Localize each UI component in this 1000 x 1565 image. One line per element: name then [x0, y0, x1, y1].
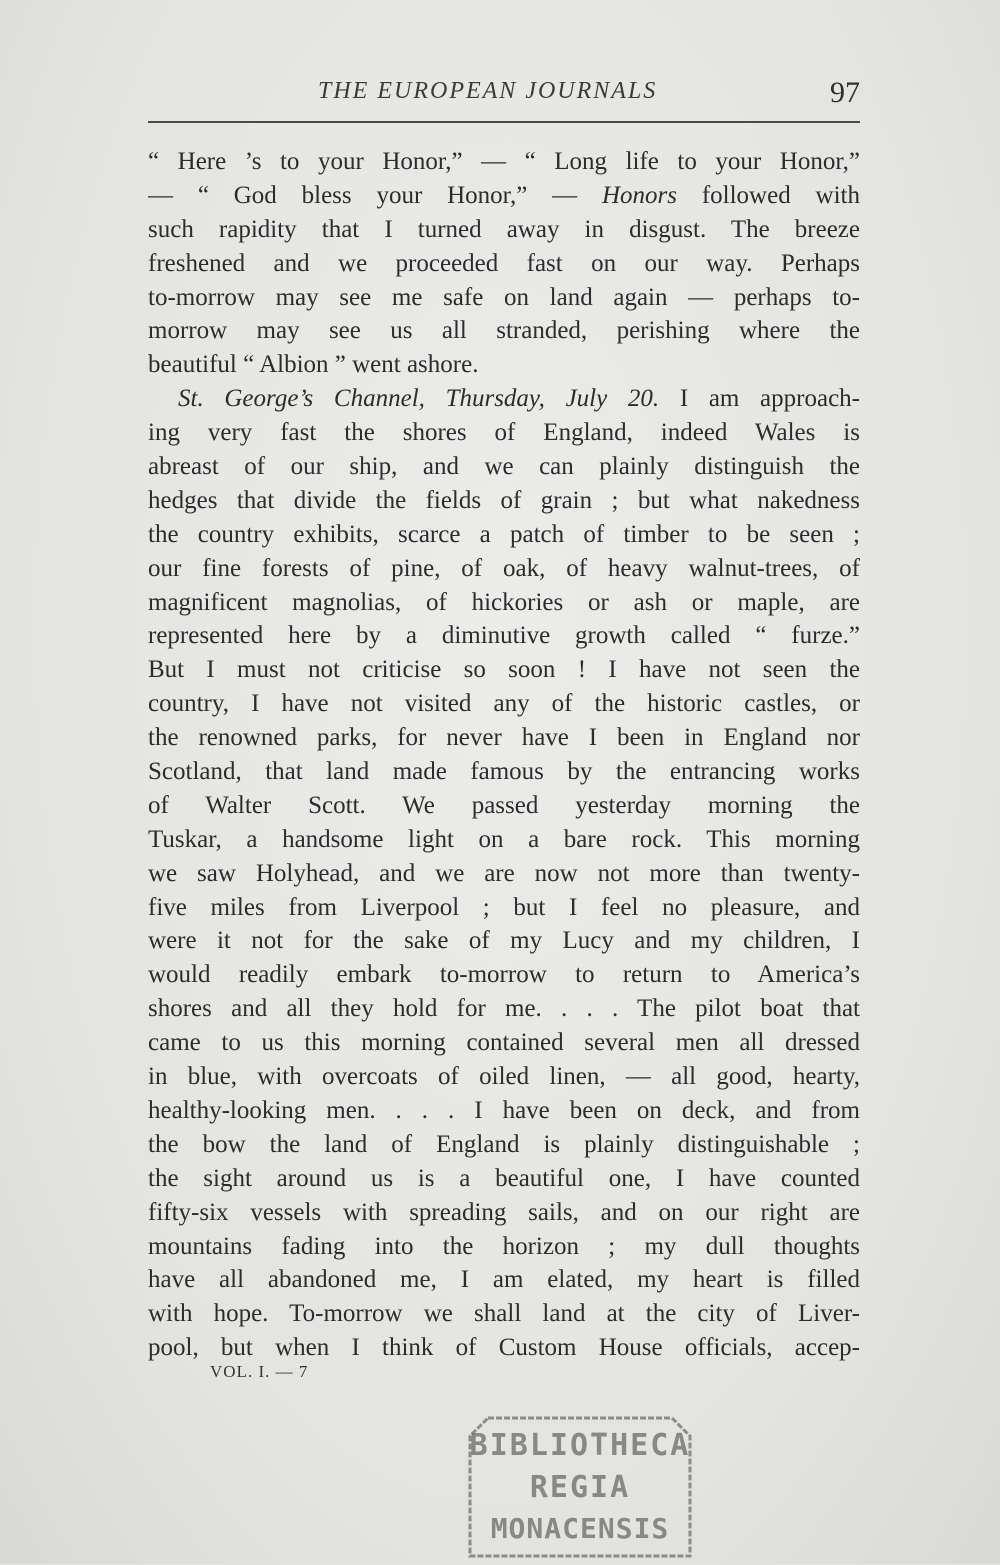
- text-line: hedges that divide the fields of grain ; but what nakedness: [148, 486, 860, 514]
- text-line: were it not for the sake of my Lucy and my children, I: [148, 927, 860, 955]
- text-line: mountains fading into the horizon ; my dull thoughts: [148, 1232, 860, 1260]
- text-line: we saw Holyhead, and we are now not more than twenty-: [148, 859, 860, 887]
- page-header: [148, 76, 860, 116]
- library-stamp: [466, 1414, 694, 1560]
- text-line: came to us this morning contained several men all dressed: [148, 1029, 860, 1057]
- text-line: shores and all they hold for me. . . . The pilot boat that: [148, 995, 860, 1023]
- text-line: pool, but when I think of Custom House officials, accep-: [148, 1334, 860, 1362]
- signature-mark: VOL. I. — 7: [210, 1362, 309, 1381]
- text-line: the country exhibits, scarce a patch of timber to be seen ;: [148, 520, 860, 548]
- text-line: our fine forests of pine, of oak, of heavy walnut-trees, of: [148, 554, 860, 582]
- text-line: of Walter Scott. We passed yesterday morning the: [148, 791, 860, 819]
- stamp-line: MONACENSIS: [490, 1512, 670, 1545]
- text-line: morrow may see us all stranded, perishing where the: [148, 317, 860, 345]
- text-line: freshened and we proceeded fast on our way. Perhaps: [148, 249, 860, 277]
- text-line: to-morrow may see me safe on land again — perhaps to-: [148, 283, 860, 311]
- text-line: beautiful “ Albion ” went ashore.: [148, 351, 479, 379]
- text-line: represented here by a diminutive growth called “ furze.”: [148, 622, 860, 650]
- text-line: in blue, with overcoats of oiled linen, — all good, hearty,: [148, 1063, 860, 1091]
- text-line: fifty-six vessels with spreading sails, and on our right are: [148, 1198, 860, 1226]
- text-line: Scotland, that land made famous by the entrancing works: [148, 758, 860, 786]
- stamp-line: REGIA: [529, 1470, 631, 1505]
- body-text: [148, 145, 860, 1365]
- text-line: ing very fast the shores of England, indeed Wales is: [148, 419, 860, 447]
- text-line: five miles from Liverpool ; but I feel no pleasure, and: [148, 893, 860, 921]
- dated-entry-line: St. George’s Channel, Thursday, July 20. I am approach-: [178, 385, 860, 413]
- text-line: country, I have not visited any of the historic castles, or: [148, 690, 860, 718]
- text-line: But I must not criticise so soon ! I have not seen the: [148, 656, 860, 684]
- text-line: with hope. To-morrow we shall land at the city of Liver-: [148, 1300, 860, 1328]
- header-rule: [148, 121, 860, 123]
- text-line: abreast of our ship, and we can plainly distinguish the: [148, 453, 860, 481]
- text-line: the bow the land of England is plainly distinguishable ;: [148, 1130, 860, 1158]
- text-line: “ Here ’s to your Honor,” — “ Long life to your Honor,”: [148, 148, 860, 175]
- text-line: healthy-looking men. . . . I have been on deck, and from: [148, 1096, 860, 1124]
- text-line: — “ God bless your Honor,” — Honors followed with: [148, 181, 860, 209]
- stamp-line: BIBLIOTHECA: [469, 1428, 691, 1463]
- text-line: have all abandoned me, I am elated, my heart is filled: [148, 1266, 860, 1294]
- text-line: magnificent magnolias, of hickories or ash or maple, are: [148, 588, 860, 616]
- text-line: would readily embark to-morrow to return to America’s: [148, 961, 860, 989]
- text-line: such rapidity that I turned away in disgust. The breeze: [148, 215, 860, 243]
- running-title: THE EUROPEAN JOURNALS: [318, 78, 658, 104]
- text-line: the sight around us is a beautiful one, I have counted: [148, 1164, 860, 1192]
- text-line: the renowned parks, for never have I been in England nor: [148, 724, 860, 752]
- text-line: Tuskar, a handsome light on a bare rock. This morning: [148, 825, 860, 853]
- page-number: 97: [830, 76, 860, 109]
